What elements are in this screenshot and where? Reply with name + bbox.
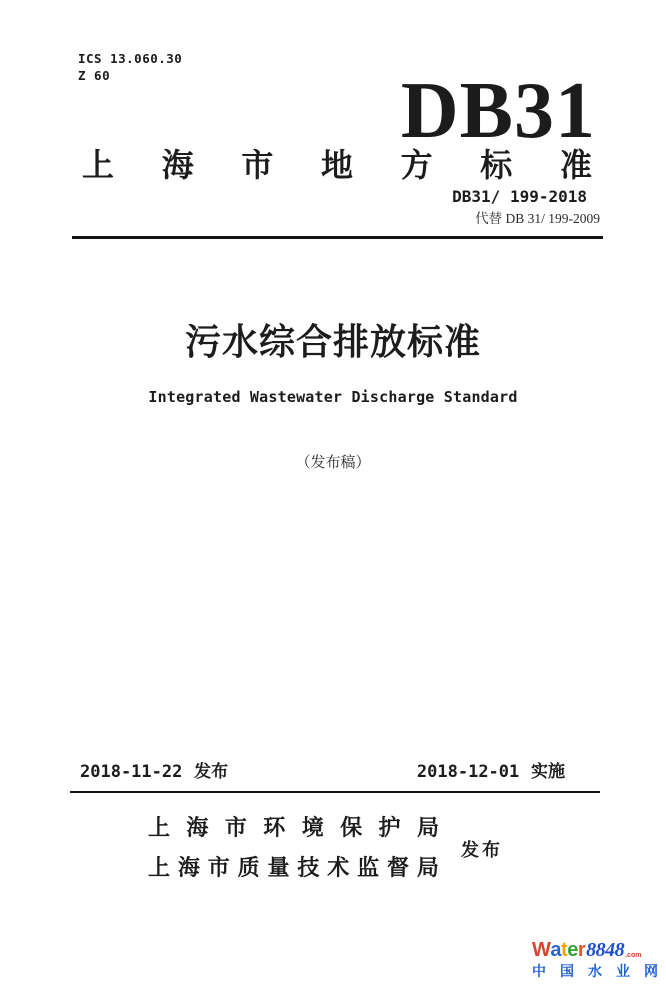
standard-category-char: 海 (161, 147, 194, 183)
issuer1-char: 海 (186, 815, 209, 840)
watermark-letter: a (550, 939, 562, 961)
footer-divider-line (70, 791, 600, 793)
site-name-char: 水 (588, 963, 602, 979)
standard-number: DB31/ 199-2018 (452, 187, 587, 206)
issuer2-char: 技 (297, 855, 320, 880)
issuer1-char: 护 (378, 815, 401, 840)
issuer1-char: 保 (340, 815, 363, 840)
issuer-quality-supervision-bureau (148, 856, 439, 880)
implementation-date-label: 实施 (531, 762, 565, 781)
issuer2-char: 术 (327, 855, 350, 880)
issuer2-char: 海 (177, 855, 200, 880)
standard-category-char: 标 (480, 147, 513, 183)
issue-date-label: 发布 (194, 762, 229, 781)
site-name-char: 业 (616, 963, 630, 979)
watermark-site-name (532, 963, 658, 979)
standard-category-char: 上 (82, 147, 115, 183)
replaced-standard-number: DB 31/ 199-2009 (505, 211, 600, 226)
issuer2-char: 量 (267, 855, 290, 880)
issuing-organizations (148, 816, 439, 880)
water8848-watermark (532, 939, 658, 979)
issuer2-char: 局 (416, 855, 439, 880)
standard-category-char: 方 (400, 147, 433, 183)
watermark-letter: W (532, 939, 551, 961)
issue-date-group (80, 761, 228, 783)
water8848-logo (532, 939, 658, 962)
standard-category-char: 准 (559, 147, 592, 183)
watermark-number: 8848 (586, 939, 625, 961)
issue-date: 2018-11-22 (80, 762, 183, 782)
watermark-letter: e (567, 939, 578, 961)
issuer1-char: 上 (148, 815, 171, 840)
header-divider-line (72, 236, 603, 239)
standard-category-char: 市 (241, 147, 274, 183)
implementation-date: 2018-12-01 (416, 762, 520, 782)
ics-code-block (78, 50, 182, 84)
draft-release-note: （发布稿） (295, 455, 371, 471)
replaces-note (475, 211, 600, 227)
watermark-letter: t (561, 939, 568, 961)
site-name-char: 中 (532, 963, 546, 979)
standard-category-char: 地 (320, 147, 353, 183)
standard-category-title (82, 148, 592, 182)
classification-code: Z 60 (78, 68, 111, 83)
watermark-letter: r (577, 939, 586, 961)
issuer2-char: 监 (357, 855, 380, 880)
issuer2-char: 督 (387, 855, 410, 880)
site-name-char: 网 (644, 963, 658, 979)
publish-label: 发布 (461, 840, 503, 860)
document-title: 污水综合排放标准 (184, 321, 481, 362)
document-title-english: Integrated Wastewater Discharge Standard (148, 388, 518, 406)
implementation-date-group (417, 761, 565, 783)
site-name-char: 国 (560, 963, 574, 979)
watermark-tld: .com (625, 952, 642, 959)
issuer1-char: 市 (224, 815, 247, 840)
issuer-environmental-bureau (148, 816, 439, 840)
issuer2-char: 上 (148, 855, 171, 880)
issuer1-char: 局 (416, 815, 439, 840)
ics-code: ICS 13.060.30 (78, 51, 183, 66)
dates-row (80, 761, 565, 783)
db31-logo: DB31 (400, 67, 596, 155)
issuer2-char: 质 (237, 855, 260, 880)
issuer2-char: 市 (207, 855, 230, 880)
issuer1-char: 境 (301, 815, 324, 840)
replaces-prefix: 代替 (475, 211, 503, 226)
issuer1-char: 环 (263, 815, 286, 840)
